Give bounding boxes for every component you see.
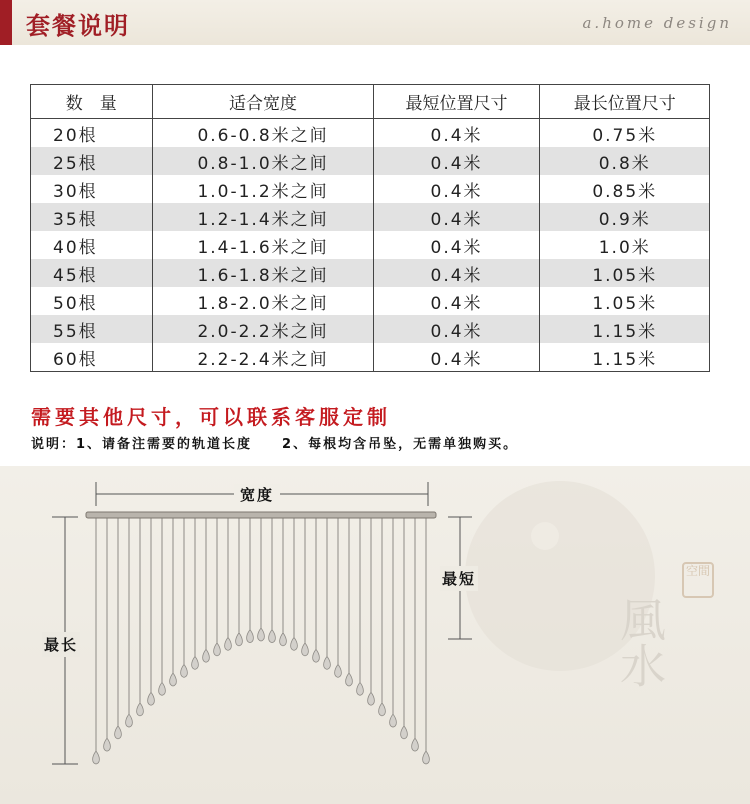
cell-width-range: 2.0-2.2米之间 [153,315,373,343]
cell-longest: 0.85米 [540,175,710,203]
width-dimension-label: 宽度 [234,484,280,505]
cell-width-range: 1.2-1.4米之间 [153,203,373,231]
custom-size-notice: 需要其他尺寸，可以联系客服定制 [31,405,391,429]
cell-shortest: 0.4米 [373,119,540,148]
crystal-pendant [170,673,177,686]
column-header-longest: 最长位置尺寸 [540,85,710,119]
section-header [0,0,750,45]
crystal-pendant [214,643,221,656]
cell-width-range: 1.0-1.2米之间 [153,175,373,203]
crystal-pendant [302,643,309,656]
crystal-pendant [148,692,155,705]
cell-quantity: 25根 [31,147,153,175]
table-row [31,287,710,315]
cell-quantity: 35根 [31,203,153,231]
table-row [31,343,710,372]
cell-longest: 1.0米 [540,231,710,259]
cell-quantity: 40根 [31,231,153,259]
crystal-pendant [269,630,276,643]
cell-width-range: 1.8-2.0米之间 [153,287,373,315]
column-header-width: 适合宽度 [153,85,373,119]
crystal-pendant [401,726,408,739]
brand-watermark: a.home design [582,14,732,32]
cell-longest: 1.05米 [540,287,710,315]
table-row [31,203,710,231]
cell-shortest: 0.4米 [373,287,540,315]
crystal-pendant [126,714,133,727]
cell-shortest: 0.4米 [373,231,540,259]
cell-width-range: 1.6-1.8米之间 [153,259,373,287]
crystal-pendant [346,673,353,686]
table-body [31,119,710,372]
table-row [31,259,710,287]
calligraphy-watermark: 風水 [613,596,667,688]
crystal-pendant [192,656,199,669]
cell-quantity: 50根 [31,287,153,315]
cell-width-range: 0.8-1.0米之间 [153,147,373,175]
table-row [31,175,710,203]
cell-shortest: 0.4米 [373,343,540,372]
crystal-pendant [115,726,122,739]
cell-quantity: 55根 [31,315,153,343]
cell-shortest: 0.4米 [373,147,540,175]
crystal-pendant [93,751,100,764]
crystal-pendant [280,633,287,646]
cell-longest: 1.15米 [540,315,710,343]
crystal-pendant [423,751,430,764]
crystal-pendant [225,637,232,650]
longest-dimension-label: 最长 [42,632,80,657]
crystal-pendant [203,649,210,662]
section-title: 套餐说明 [26,12,130,40]
table-row [31,147,710,175]
curtain-dimension-diagram [0,466,750,804]
crystal-pendant [412,738,419,751]
cell-width-range: 0.6-0.8米之间 [153,119,373,148]
cell-shortest: 0.4米 [373,315,540,343]
curtain-rail [86,512,436,518]
crystal-pendant [181,664,188,677]
crystal-pendant [247,630,254,643]
column-header-shortest: 最短位置尺寸 [373,85,540,119]
crystal-pendant [313,649,320,662]
table-row [31,231,710,259]
crystal-pendant [368,692,375,705]
table-header-row [31,85,710,119]
cell-longest: 0.9米 [540,203,710,231]
cell-longest: 0.75米 [540,119,710,148]
column-header-quantity: 数 量 [31,85,153,119]
crystal-pendant [335,664,342,677]
crystal-pendant [390,714,397,727]
crystal-pendant [236,633,243,646]
explanation-note: 说明：1、请备注需要的轨道长度 2、每根均含吊坠，无需单独购买。 [31,437,519,452]
cell-quantity: 30根 [31,175,153,203]
crystal-pendant [291,637,298,650]
cell-quantity: 20根 [31,119,153,148]
cell-shortest: 0.4米 [373,259,540,287]
shortest-dimension-label: 最短 [440,566,478,591]
crystal-pendant [357,682,364,695]
decorative-seal: 空間 [682,562,714,598]
crystal-pendant [258,628,265,641]
header-accent-bar [0,0,12,45]
cell-longest: 1.15米 [540,343,710,372]
cell-longest: 0.8米 [540,147,710,175]
crystal-pendant [379,703,386,716]
crystal-pendant [159,682,166,695]
cell-quantity: 45根 [31,259,153,287]
package-spec-table [30,84,710,372]
table-row [31,119,710,148]
cell-quantity: 60根 [31,343,153,372]
crystal-pendant [137,703,144,716]
crystal-pendant [324,656,331,669]
cell-width-range: 1.4-1.6米之间 [153,231,373,259]
cell-longest: 1.05米 [540,259,710,287]
cell-shortest: 0.4米 [373,175,540,203]
table-row [31,315,710,343]
crystal-pendant [104,738,111,751]
cell-width-range: 2.2-2.4米之间 [153,343,373,372]
cell-shortest: 0.4米 [373,203,540,231]
yin-yang-dot [531,522,559,550]
